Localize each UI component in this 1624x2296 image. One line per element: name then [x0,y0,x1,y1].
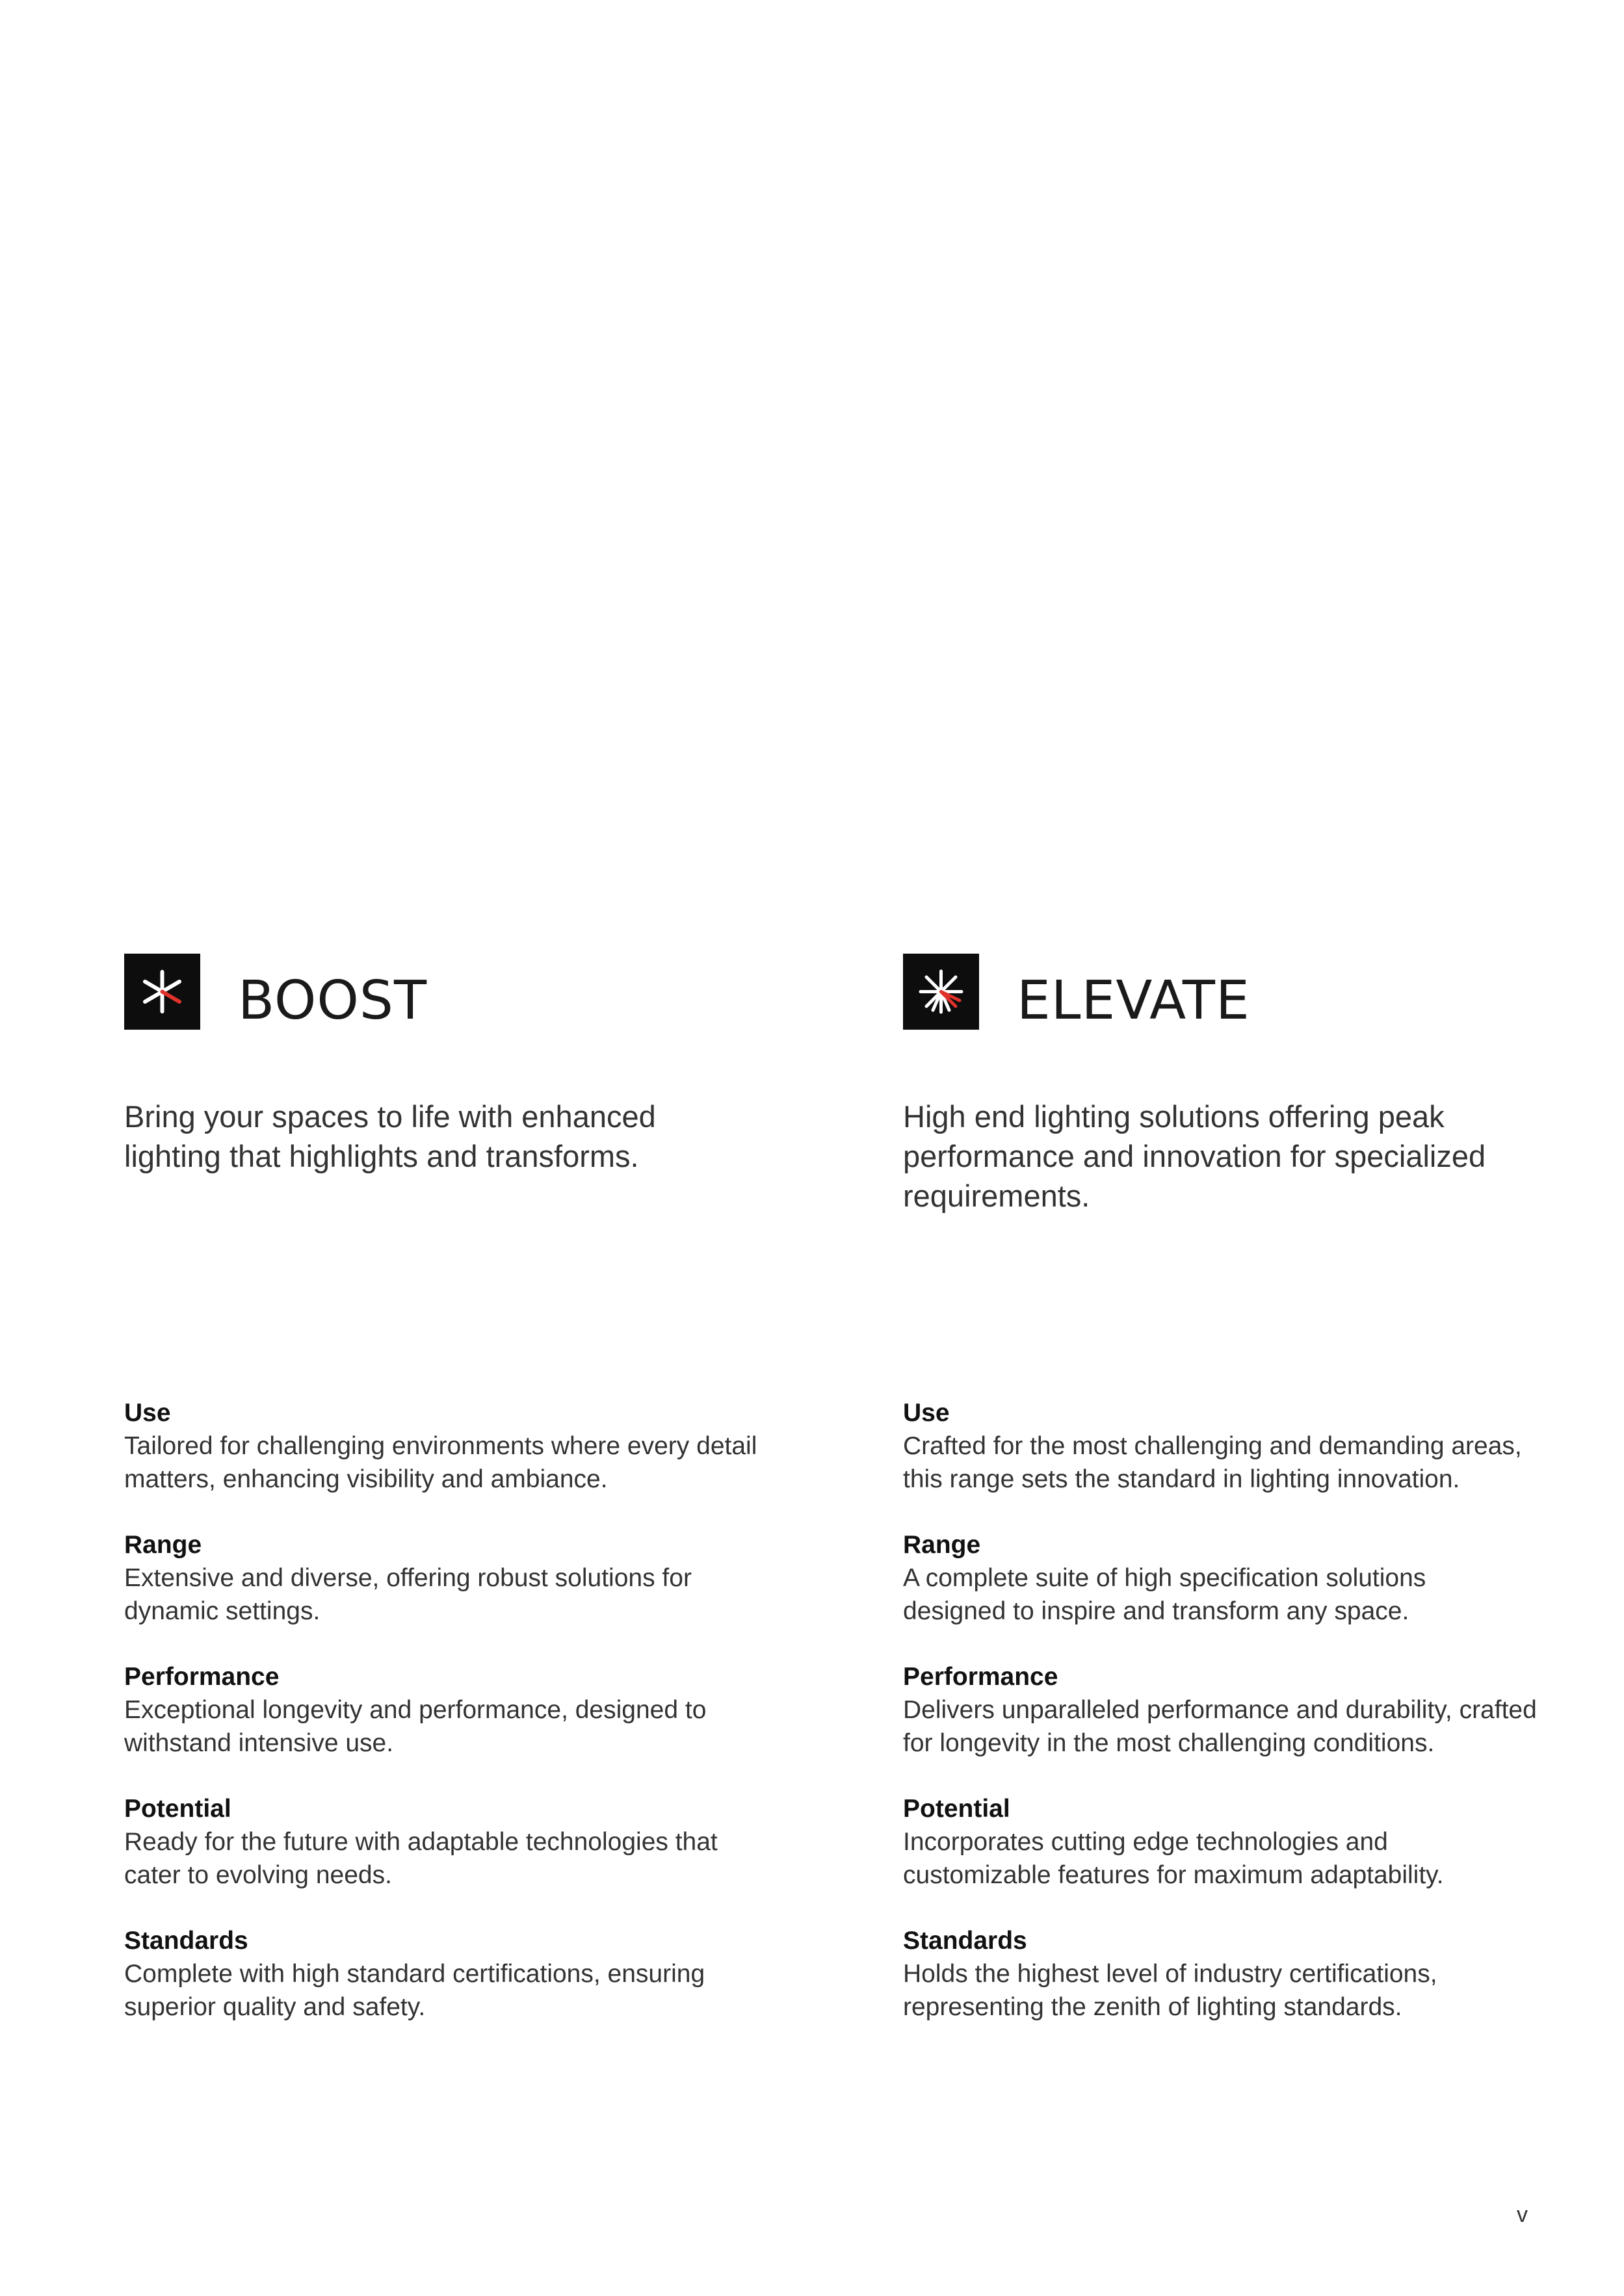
detail-label: Potential [124,1795,231,1823]
detail-line: Extensive and diverse, offering robust solutions for [124,1564,692,1592]
tagline-line: Bring your spaces to life with enhanced [124,1099,656,1134]
detail-text [903,1957,1566,2024]
detail-text [903,1561,1566,1628]
tagline-line: requirements. [903,1179,1090,1213]
detail-performance [124,1660,787,1760]
detail-label: Performance [124,1663,280,1691]
detail-line: for longevity in the most challenging conditions. [903,1729,1435,1757]
detail-line: Complete with high standard certifications, ensuring [124,1960,705,1988]
asterisk-burst-icon [124,954,200,1030]
detail-text [124,1561,787,1628]
range-details [124,1396,787,2056]
detail-potential [903,1792,1566,1892]
detail-line: dynamic settings. [124,1597,321,1625]
detail-text [903,1693,1566,1760]
detail-line: matters, enhancing visibility and ambiance. [124,1465,608,1493]
detail-line: cater to evolving needs. [124,1861,392,1889]
detail-text [124,1825,787,1892]
detail-text [124,1429,787,1496]
range-tagline [124,1097,774,1176]
detail-label: Range [903,1531,981,1559]
range-column-boost [124,952,774,2021]
range-tagline [903,1097,1553,1216]
tagline-line: performance and innovation for specialized [903,1139,1486,1173]
detail-label: Standards [903,1927,1027,1955]
detail-text [124,1957,787,2024]
detail-text [903,1429,1566,1496]
tagline-line: High end lighting solutions offering peak [903,1099,1445,1134]
detail-line: Ready for the future with adaptable technologies that [124,1828,718,1856]
detail-line: customizable features for maximum adaptability. [903,1861,1444,1889]
range-title: BOOST [238,970,428,1032]
detail-standards [124,1924,787,2024]
detail-use [124,1396,787,1496]
detail-range [903,1528,1566,1628]
detail-label: Performance [903,1663,1058,1691]
elevate-logo [903,954,979,1030]
detail-line: designed to inspire and transform any space. [903,1597,1409,1625]
detail-label: Standards [124,1927,248,1955]
detail-line: Exceptional longevity and performance, designed to [124,1696,707,1724]
detail-line: Tailored for challenging environments where every detail [124,1432,757,1460]
tagline-line: lighting that highlights and transforms. [124,1139,639,1173]
boost-logo [124,954,200,1030]
detail-label: Potential [903,1795,1010,1823]
detail-line: Holds the highest level of industry certifications, [903,1960,1437,1988]
detail-performance [903,1660,1566,1760]
detail-range [124,1528,787,1628]
page-number: v [1517,2202,1528,2227]
detail-text [903,1825,1566,1892]
detail-line: this range sets the standard in lighting innovation. [903,1465,1460,1493]
detail-line: Incorporates cutting edge technologies and [903,1828,1388,1856]
detail-text [124,1693,787,1760]
range-details [903,1396,1566,2056]
detail-label: Range [124,1531,202,1559]
detail-line: A complete suite of high specification solutions [903,1564,1426,1592]
detail-label: Use [124,1399,171,1427]
detail-line: Crafted for the most challenging and demanding areas, [903,1432,1522,1460]
detail-line: representing the zenith of lighting standards. [903,1993,1402,2021]
range-title: ELEVATE [1017,970,1250,1032]
range-header [903,952,1553,1030]
detail-label: Use [903,1399,950,1427]
detail-standards [903,1924,1566,2024]
detail-use [903,1396,1566,1496]
detail-line: superior quality and safety. [124,1993,426,2021]
range-header [124,952,774,1030]
detail-line: withstand intensive use. [124,1729,394,1757]
asterisk-burst-icon [903,954,979,1030]
detail-line: Delivers unparalleled performance and durability, crafted [903,1696,1537,1724]
detail-potential [124,1792,787,1892]
range-column-elevate [903,952,1553,2021]
